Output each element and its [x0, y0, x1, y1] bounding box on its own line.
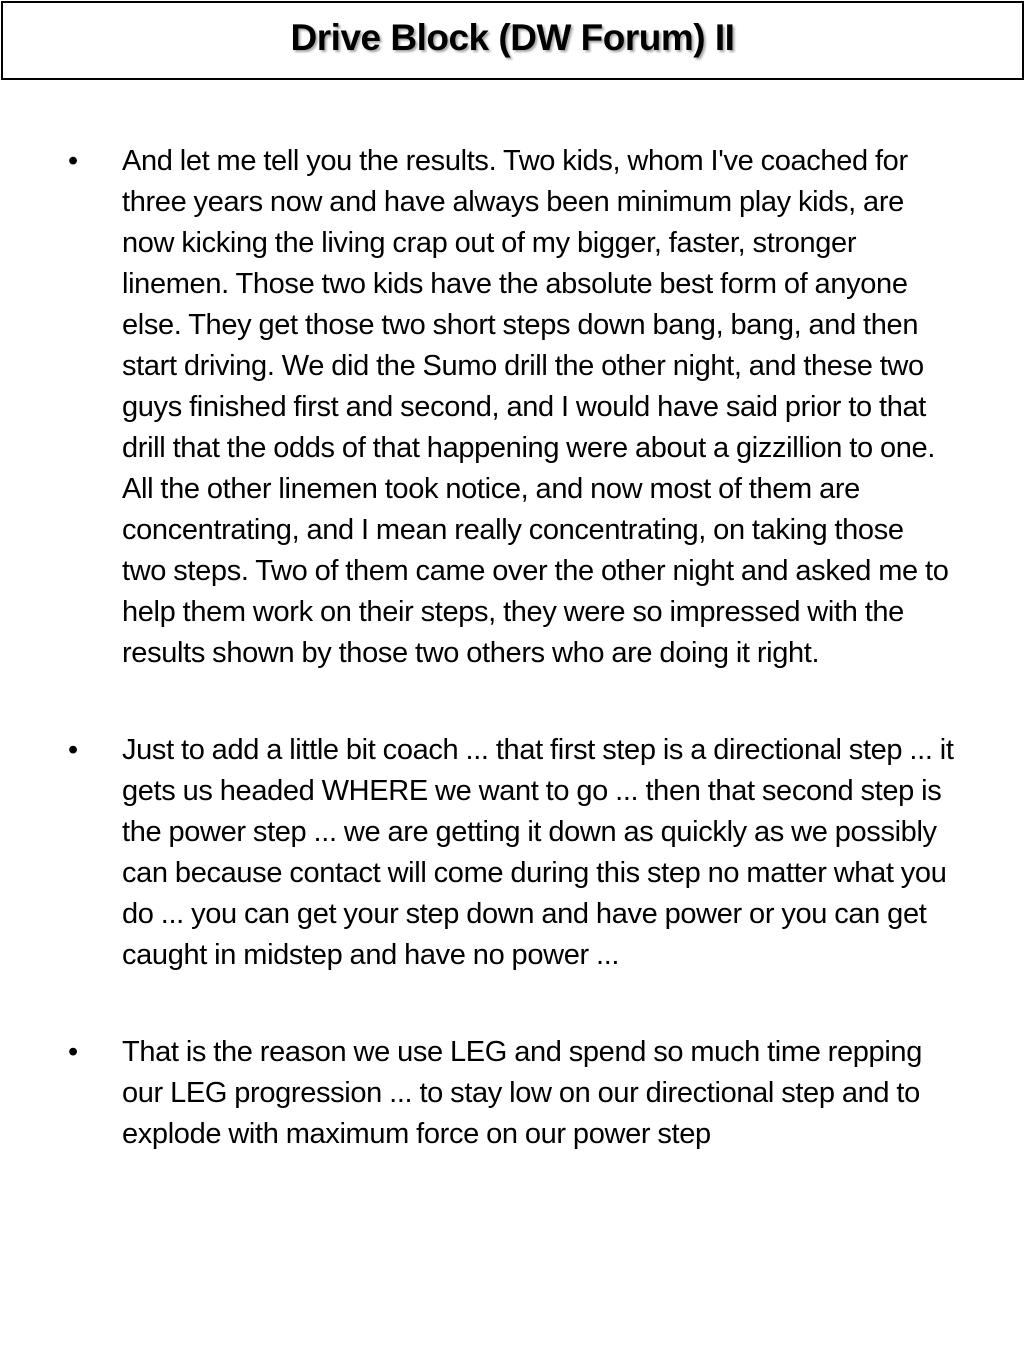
bullet-item-1	[0, 141, 954, 674]
slide-title: Drive Block (DW Forum) II	[290, 16, 735, 58]
bullet-text-3: That is the reason we use LEG and spend so much time repping our LEG progression ... to stay low on our directional step and to explode with maximum force on our power step	[122, 1036, 922, 1150]
bullet-item-2	[0, 730, 954, 976]
bullet-list	[0, 141, 1024, 1155]
bullet-dot-icon: •	[68, 1036, 78, 1068]
bullet-dot-icon: •	[68, 145, 78, 177]
title-box	[1, 1, 1024, 80]
bullet-item-3	[0, 1032, 954, 1155]
bullet-text-2: Just to add a little bit coach ... that first step is a directional step ... it gets us headed WHERE we want to go ... then that second step is the power step ... we are getting it down as quickly as we possibly can because contact will come during this step no matter what you do ... you can get your step down and have power or you can get caught in midstep and have no power ...	[122, 734, 954, 971]
bullet-dot-icon: •	[68, 734, 78, 766]
bullet-text-1: And let me tell you the results. Two kids, whom I've coached for three years now and have always been minimum play kids, are now kicking the living crap out of my bigger, faster, stronger linemen. Those two kids have the absolute best form of anyone else. They get those two short steps down bang, bang, and then start driving. We did the Sumo drill the other night, and these two guys finished first and second, and I would have said prior to that drill that the odds of that happening were about a gizzillion to one. All the other linemen took notice, and now most of them are concentrating, and I mean really concentrating, on taking those two steps. Two of them came over the other night and asked me to help them work on their steps, they were so impressed with the results shown by those two others who are doing it right.	[122, 145, 949, 669]
